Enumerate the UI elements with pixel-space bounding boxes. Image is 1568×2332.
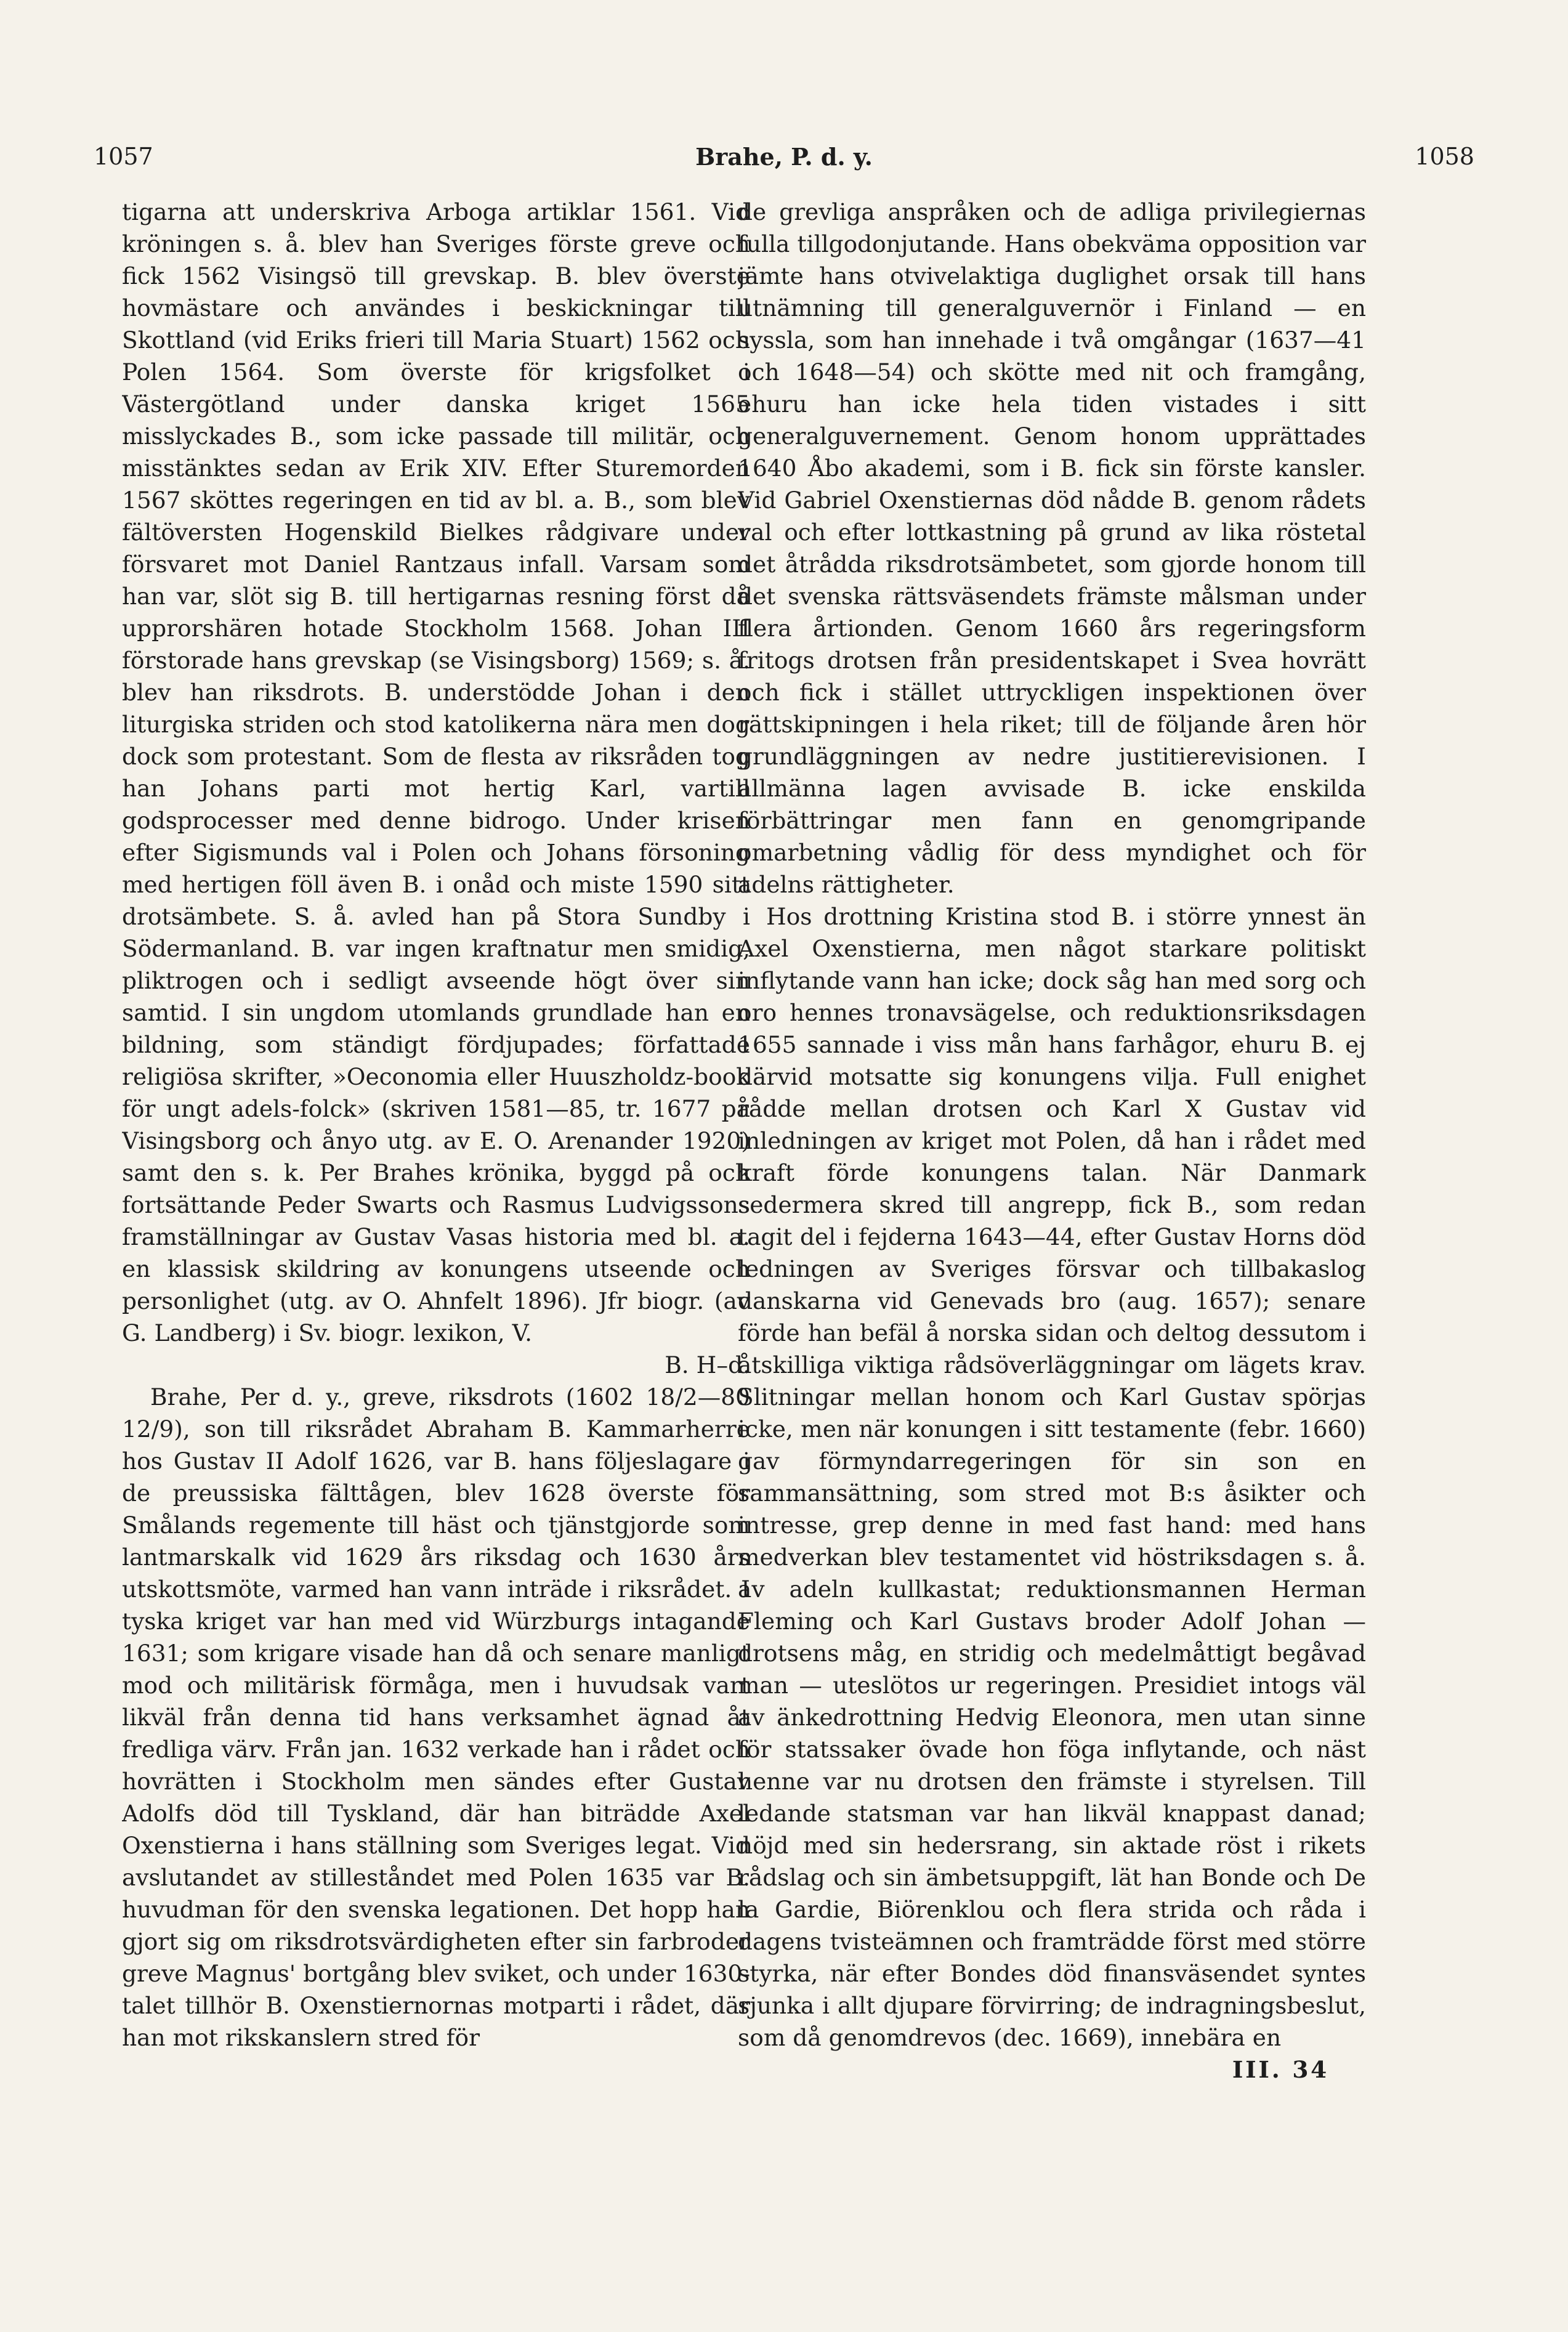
running-head: Brahe, P. d. y.	[695, 143, 873, 171]
page-number-right: 1058	[1415, 143, 1474, 170]
article-continuation-paragraph: tigarna att underskriva Arboga artiklar 1561. Vid kröningen s. å. blev han Sveriges förste greve och fick 1562 Visingsö till grevskap. B. blev överste hovmästare och användes i beskickningar till Skottland (vid Eriks frieri till Maria Stuart) 1562 och Polen 1564. Som överste för krigsfolket i Västergötland under danska kriget 1565 misslyckades B., som icke passade till militär, och misstänktes sedan av Erik XIV. Efter Sturemorden 1567 sköttes regeringen en tid av bl. a. B., som blev fältöversten Hogenskild Bielkes rådgivare under försvaret mot Daniel Rantzaus infall. Varsam som han var, slöt sig B. till hertigarnas resning först då upprorshären hotade Stockholm 1568. Johan III förstorade hans grevskap (se Visingsborg) 1569; s. å. blev han riksdrots. B. understödde Johan i den liturgiska striden och stod katolikerna nära men dog dock som protestant. Som de flesta av riksråden tog han Johans parti mot hertig Karl, vartill godsprocesser med denne bidrogo. Under krisen efter Sigismunds val i Polen och Johans försoning med hertigen föll även B. i onåd och miste 1590 sitt drotsämbete. S. å. avled han på Stora Sundby i Södermanland. B. var ingen kraftnatur men smidig, pliktrogen och i sedligt avseende högt över sin samtid. I sin ungdom utomlands grundlade han en bildning, som ständigt fördjupades; författade religiösa skrifter, »Oeconomia eller Huuszholdz-book för ungt adels-folck» (skriven 1581—85, tr. 1677 på Visingsborg och ånyo utg. av E. O. Arenander 1920) samt den s. k. Per Brahes krönika, byggd på och fortsättande Peder Swarts och Rasmus Ludvigssons framställningar av Gustav Vasas historia med bl. a. en klassisk skildring av konungens utseende och personlighet (utg. av O. Ahnfelt 1896). Jfr biogr. (av G. Landberg) i Sv. biogr. lexikon, V.	[122, 198, 750, 1346]
article-paragraph-2: Hos drottning Kristina stod B. i större ynnest än Axel Oxenstierna, men något starkare politiskt inflytande vann han icke; dock såg han med sorg och oro hennes tronavsägelse, och reduktionsriksdagen 1655 sannade i viss mån hans farhågor, ehuru B. ej därvid motsatte sig konungens vilja. Full enighet rådde mellan drotsen och Karl X Gustav vid inledningen av kriget mot Polen, då han i rådet med kraft förde konungens talan. När Danmark sedermera skred till angrepp, fick B., som redan tagit del i fejderna 1643—44, efter Gustav Horns död ledningen av Sveriges försvar och tillbakaslog danskarna vid Genevads bro (aug. 1657); senare förde han befäl å norska sidan och deltog dessutom i åtskilliga viktiga rådsöverläggningar om lägets krav. Slitningar mellan honom och Karl Gustav spörjas icke, men när konungen i sitt testamente (febr. 1660) gav förmyndarregeringen för sin son en sammansättning, som stred mot B:s åsikter och intresse, grep denne in med fast hand: med hans medverkan blev testamentet vid höstriksdagen s. å. av adeln kullkastat; reduktionsmannen Herman Fleming och Karl Gustavs broder Adolf Johan — drotsens måg, en stridig och medelmåttigt begåvad man — uteslötos ur regeringen. Presidiet intogs väl av änkedrottning Hedvig Eleonora, men utan sinne för statssaker övade hon föga inflytande, och näst henne var nu drotsen den främste i styrelsen. Till ledande statsman var han likväl knappast danad; nöjd med sin hedersrang, sin aktade röst i rikets rådslag och sin ämbetsuppgift, lät han Bonde och De la Gardie, Biörenklou och flera strida och råda i dagens tvisteämnen och framträdde först med större styrka, när efter Bondes död finansväsendet syntes sjunka i allt djupare förvirring; de indragningsbeslut, som då genomdrevos (dec. 1669), innebära en	[738, 903, 1366, 2051]
article-paragraph-1: de grevliga anspråken och de adliga privilegiernas fulla tillgodonjutande. Hans obekväma opposition var jämte hans otvivelaktiga duglighet orsak till hans utnämning till generalguvernör i Finland — en syssla, som han innehade i två omgångar (1637—41 och 1648—54) och skötte med nit och framgång, ehuru han icke hela tiden vistades i sitt generalguvernement. Genom honom upprättades 1640 Åbo akademi, som i B. fick sin förste kansler. Vid Gabriel Oxenstiernas död nådde B. genom rådets val och efter lottkastning på grund av lika röstetal det åtrådda riksdrotsämbetet, som gjorde honom till det svenska rättsväsendets främste målsman under flera årtionden. Genom 1660 års regeringsform fritogs drotsen från presidentskapet i Svea hovrätt och fick i stället uttryckligen inspektionen över rättskipningen i hela riket; till de följande åren hör grundläggningen av nedre justitierevisionen. I allmänna lagen avvisade B. icke enskilda förbättringar men fann en genomgripande omarbetning vådlig för dess myndighet och för adelns rättigheter.	[738, 198, 1366, 898]
article-entry-brahe-per-dy: Brahe, Per d. y., greve, riksdrots (1602 18/2—80 12/9), son till riksrådet Abraham B. Kammarherre hos Gustav II Adolf 1626, var B. hans följeslagare i de preussiska fälttågen, blev 1628 överste för Smålands regemente till häst och tjänstgjorde som lantmarskalk vid 1629 års riksdag och 1630 års utskottsmöte, varmed han vann inträde i riksrådet. I tyska kriget var han med vid Würzburgs intagande 1631; som krigare visade han då och senare manligt mod och militärisk förmåga, men i huvudsak vart likväl från denna tid hans verksamhet ägnad åt fredliga värv. Från jan. 1632 verkade han i rådet och hovrätten i Stockholm men sändes efter Gustav Adolfs död till Tyskland, där han biträdde Axel Oxenstierna i hans ställning som Sveriges legat. Vid avslutandet av stilleståndet med Polen 1635 var B. huvudman för den svenska legationen. Det hopp han gjort sig om riksdrotsvärdigheten efter sin farbroder greve Magnus' bortgång blev sviket, och under 1630-talet tillhör B. Oxenstiernornas motparti i rådet, där han mot rikskanslern stred för	[122, 1383, 750, 2051]
page-number-left: 1057	[94, 143, 153, 170]
left-column	[122, 196, 750, 2247]
page-header	[94, 143, 1474, 186]
right-column	[738, 196, 1366, 2247]
signature-mark: III. 34	[1232, 2056, 1329, 2083]
author-signature: B. H–d.	[665, 1351, 750, 1379]
